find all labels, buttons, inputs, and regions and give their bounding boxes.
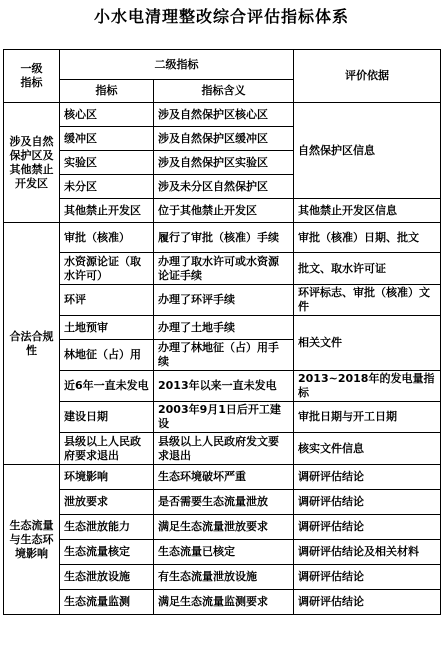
header-level1: 一级 指标 bbox=[4, 50, 60, 103]
indicator-cell: 生态泄放能力 bbox=[60, 515, 154, 540]
meaning-cell: 满足生态流量监测要求 bbox=[154, 590, 294, 615]
indicator-cell: 缓冲区 bbox=[60, 127, 154, 151]
header-level2: 二级指标 bbox=[60, 50, 294, 80]
page-title: 小水电清理整改综合评估指标体系 bbox=[93, 7, 349, 26]
indicator-cell: 生态流量核定 bbox=[60, 540, 154, 565]
table-row bbox=[4, 371, 441, 402]
meaning-cell: 生态流量已核定 bbox=[154, 540, 294, 565]
basis-cell: 调研评估结论 bbox=[294, 590, 441, 615]
indicator-cell: 生态泄放设施 bbox=[60, 565, 154, 590]
indicator-cell: 环评 bbox=[60, 285, 154, 316]
table-row bbox=[4, 433, 441, 465]
indicator-cell: 泄放要求 bbox=[60, 490, 154, 515]
table-row bbox=[4, 199, 441, 223]
indicator-cell: 核心区 bbox=[60, 103, 154, 127]
indicator-cell: 环境影响 bbox=[60, 465, 154, 490]
meaning-cell: 办理了环评手续 bbox=[154, 285, 294, 316]
header-row bbox=[4, 50, 441, 80]
table-row bbox=[4, 223, 441, 253]
basis-cell: 调研评估结论 bbox=[294, 515, 441, 540]
table-row bbox=[4, 590, 441, 615]
table-row bbox=[4, 253, 441, 285]
meaning-cell: 满足生态流量泄放要求 bbox=[154, 515, 294, 540]
table-row bbox=[4, 565, 441, 590]
indicator-cell: 建设日期 bbox=[60, 402, 154, 433]
category-cell: 涉及自然保护区及其他禁止开发区 bbox=[4, 103, 60, 223]
basis-cell: 批文、取水许可证 bbox=[294, 253, 441, 285]
basis-cell: 审批日期与开工日期 bbox=[294, 402, 441, 433]
meaning-cell: 涉及自然保护区核心区 bbox=[154, 103, 294, 127]
meaning-cell: 是否需要生态流量泄放 bbox=[154, 490, 294, 515]
indicator-cell: 林地征（占）用 bbox=[60, 340, 154, 371]
indicator-table bbox=[3, 49, 441, 615]
table-row bbox=[4, 490, 441, 515]
table-row bbox=[4, 465, 441, 490]
header-basis: 评价依据 bbox=[294, 50, 441, 103]
indicator-cell: 近6年一直未发电 bbox=[60, 371, 154, 402]
basis-cell: 相关文件 bbox=[294, 316, 441, 371]
indicator-cell: 生态流量监测 bbox=[60, 590, 154, 615]
meaning-cell: 办理了林地征（占）用手续 bbox=[154, 340, 294, 371]
meaning-cell: 有生态流量泄放设施 bbox=[154, 565, 294, 590]
meaning-cell: 办理了取水许可或水资源论证手续 bbox=[154, 253, 294, 285]
table-row bbox=[4, 103, 441, 127]
indicator-cell: 其他禁止开发区 bbox=[60, 199, 154, 223]
header-indicator: 指标 bbox=[60, 80, 154, 103]
meaning-cell: 涉及自然保护区实验区 bbox=[154, 151, 294, 175]
meaning-cell: 县级以上人民政府发文要求退出 bbox=[154, 433, 294, 465]
category-cell: 合法合规性 bbox=[4, 223, 60, 465]
table-row bbox=[4, 316, 441, 340]
meaning-cell: 位于其他禁止开发区 bbox=[154, 199, 294, 223]
table-row bbox=[4, 285, 441, 316]
meaning-cell: 2003年9月1日后开工建设 bbox=[154, 402, 294, 433]
table-row bbox=[4, 515, 441, 540]
indicator-cell: 审批（核准） bbox=[60, 223, 154, 253]
meaning-cell: 办理了土地手续 bbox=[154, 316, 294, 340]
header-meaning: 指标含义 bbox=[154, 80, 294, 103]
basis-cell: 调研评估结论 bbox=[294, 565, 441, 590]
indicator-cell: 土地预审 bbox=[60, 316, 154, 340]
meaning-cell: 2013年以来一直未发电 bbox=[154, 371, 294, 402]
basis-cell: 自然保护区信息 bbox=[294, 103, 441, 199]
meaning-cell: 涉及自然保护区缓冲区 bbox=[154, 127, 294, 151]
basis-cell: 调研评估结论 bbox=[294, 490, 441, 515]
indicator-cell: 县级以上人民政府要求退出 bbox=[60, 433, 154, 465]
basis-cell: 其他禁止开发区信息 bbox=[294, 199, 441, 223]
meaning-cell: 履行了审批（核准）手续 bbox=[154, 223, 294, 253]
basis-cell: 2013~2018年的发电量指标 bbox=[294, 371, 441, 402]
indicator-cell: 水资源论证（取水许可） bbox=[60, 253, 154, 285]
basis-cell: 环评标志、审批（核准）文件 bbox=[294, 285, 441, 316]
meaning-cell: 生态环境破坏严重 bbox=[154, 465, 294, 490]
table-row bbox=[4, 402, 441, 433]
meaning-cell: 涉及未分区自然保护区 bbox=[154, 175, 294, 199]
basis-cell: 调研评估结论及相关材料 bbox=[294, 540, 441, 565]
table-row bbox=[4, 540, 441, 565]
indicator-cell: 未分区 bbox=[60, 175, 154, 199]
basis-cell: 审批（核准）日期、批文 bbox=[294, 223, 441, 253]
indicator-cell: 实验区 bbox=[60, 151, 154, 175]
basis-cell: 调研评估结论 bbox=[294, 465, 441, 490]
basis-cell: 核实文件信息 bbox=[294, 433, 441, 465]
category-cell: 生态流量与生态环境影响 bbox=[4, 465, 60, 615]
